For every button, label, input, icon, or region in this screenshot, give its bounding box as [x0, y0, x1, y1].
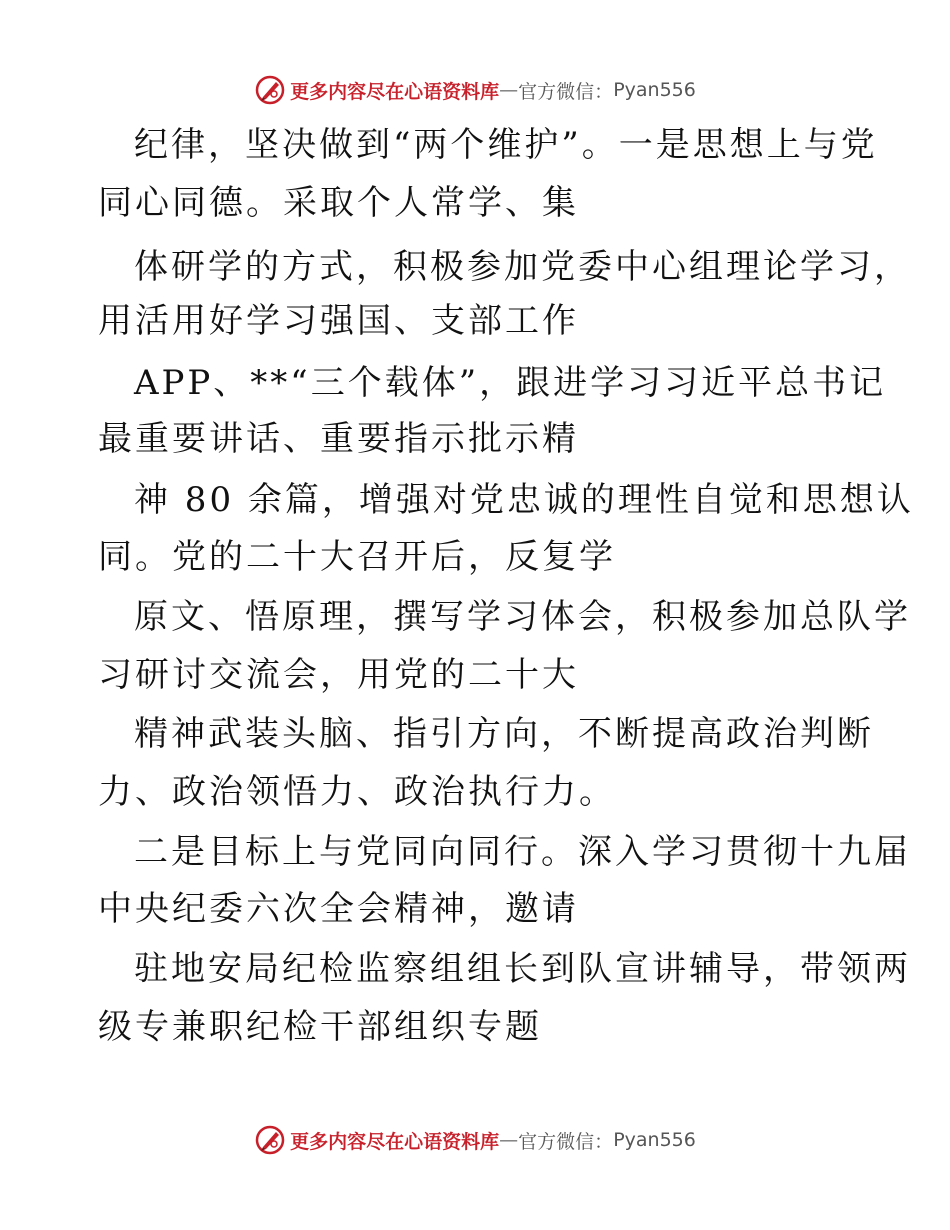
- body-line: 纪律，坚决做到“两个维护”。一是思想上与党: [134, 125, 878, 165]
- wechat-id: Pyan556: [613, 79, 696, 101]
- banner-dash: —: [499, 1129, 519, 1151]
- body-line: 最重要讲话、重要指示批示精: [98, 419, 579, 459]
- body-line: 驻地安局纪检监察组组长到队宣讲辅导，带领两: [134, 949, 911, 989]
- body-line: 二是目标上与党同向同行。深入学习贯彻十九届: [134, 832, 911, 872]
- body-line: 体研学的方式，积极参加党委中心组理论学习，: [134, 247, 911, 287]
- body-line: 同心同德。采取个人常学、集: [98, 183, 579, 223]
- body-line: 级专兼职纪检干部组织专题: [98, 1007, 542, 1047]
- site-name: 更多内容尽在心语资料库: [290, 1130, 500, 1153]
- body-line: 原文、悟原理，撰写学习体会，积极参加总队学: [134, 597, 911, 637]
- body-line: 用活用好学习强国、支部工作: [98, 301, 579, 341]
- body-line: APP、**“三个载体”，跟进学习习近平总书记: [134, 363, 887, 403]
- wechat-id: Pyan556: [613, 1129, 696, 1151]
- body-line: 精神武装头脑、指引方向，不断提高政治判断: [134, 714, 874, 754]
- site-name: 更多内容尽在心语资料库: [290, 80, 500, 103]
- footer-banner: [0, 1120, 950, 1160]
- official-wechat-label: 官方微信：: [518, 80, 614, 103]
- body-line: 中央纪委六次全会精神，邀请: [98, 889, 579, 929]
- banner-dash: —: [499, 79, 519, 101]
- quill-pen-icon: [254, 74, 286, 106]
- body-line: 习研讨交流会，用党的二十大: [98, 655, 579, 695]
- body-line: 同。党的二十大召开后，反复学: [98, 537, 616, 577]
- header-banner: [0, 70, 950, 110]
- quill-pen-icon: [254, 1124, 286, 1156]
- body-line: 神 80 余篇，增强对党忠诚的理性自觉和思想认: [134, 480, 914, 520]
- body-line: 力、政治领悟力、政治执行力。: [98, 772, 616, 812]
- official-wechat-label: 官方微信：: [518, 1130, 614, 1153]
